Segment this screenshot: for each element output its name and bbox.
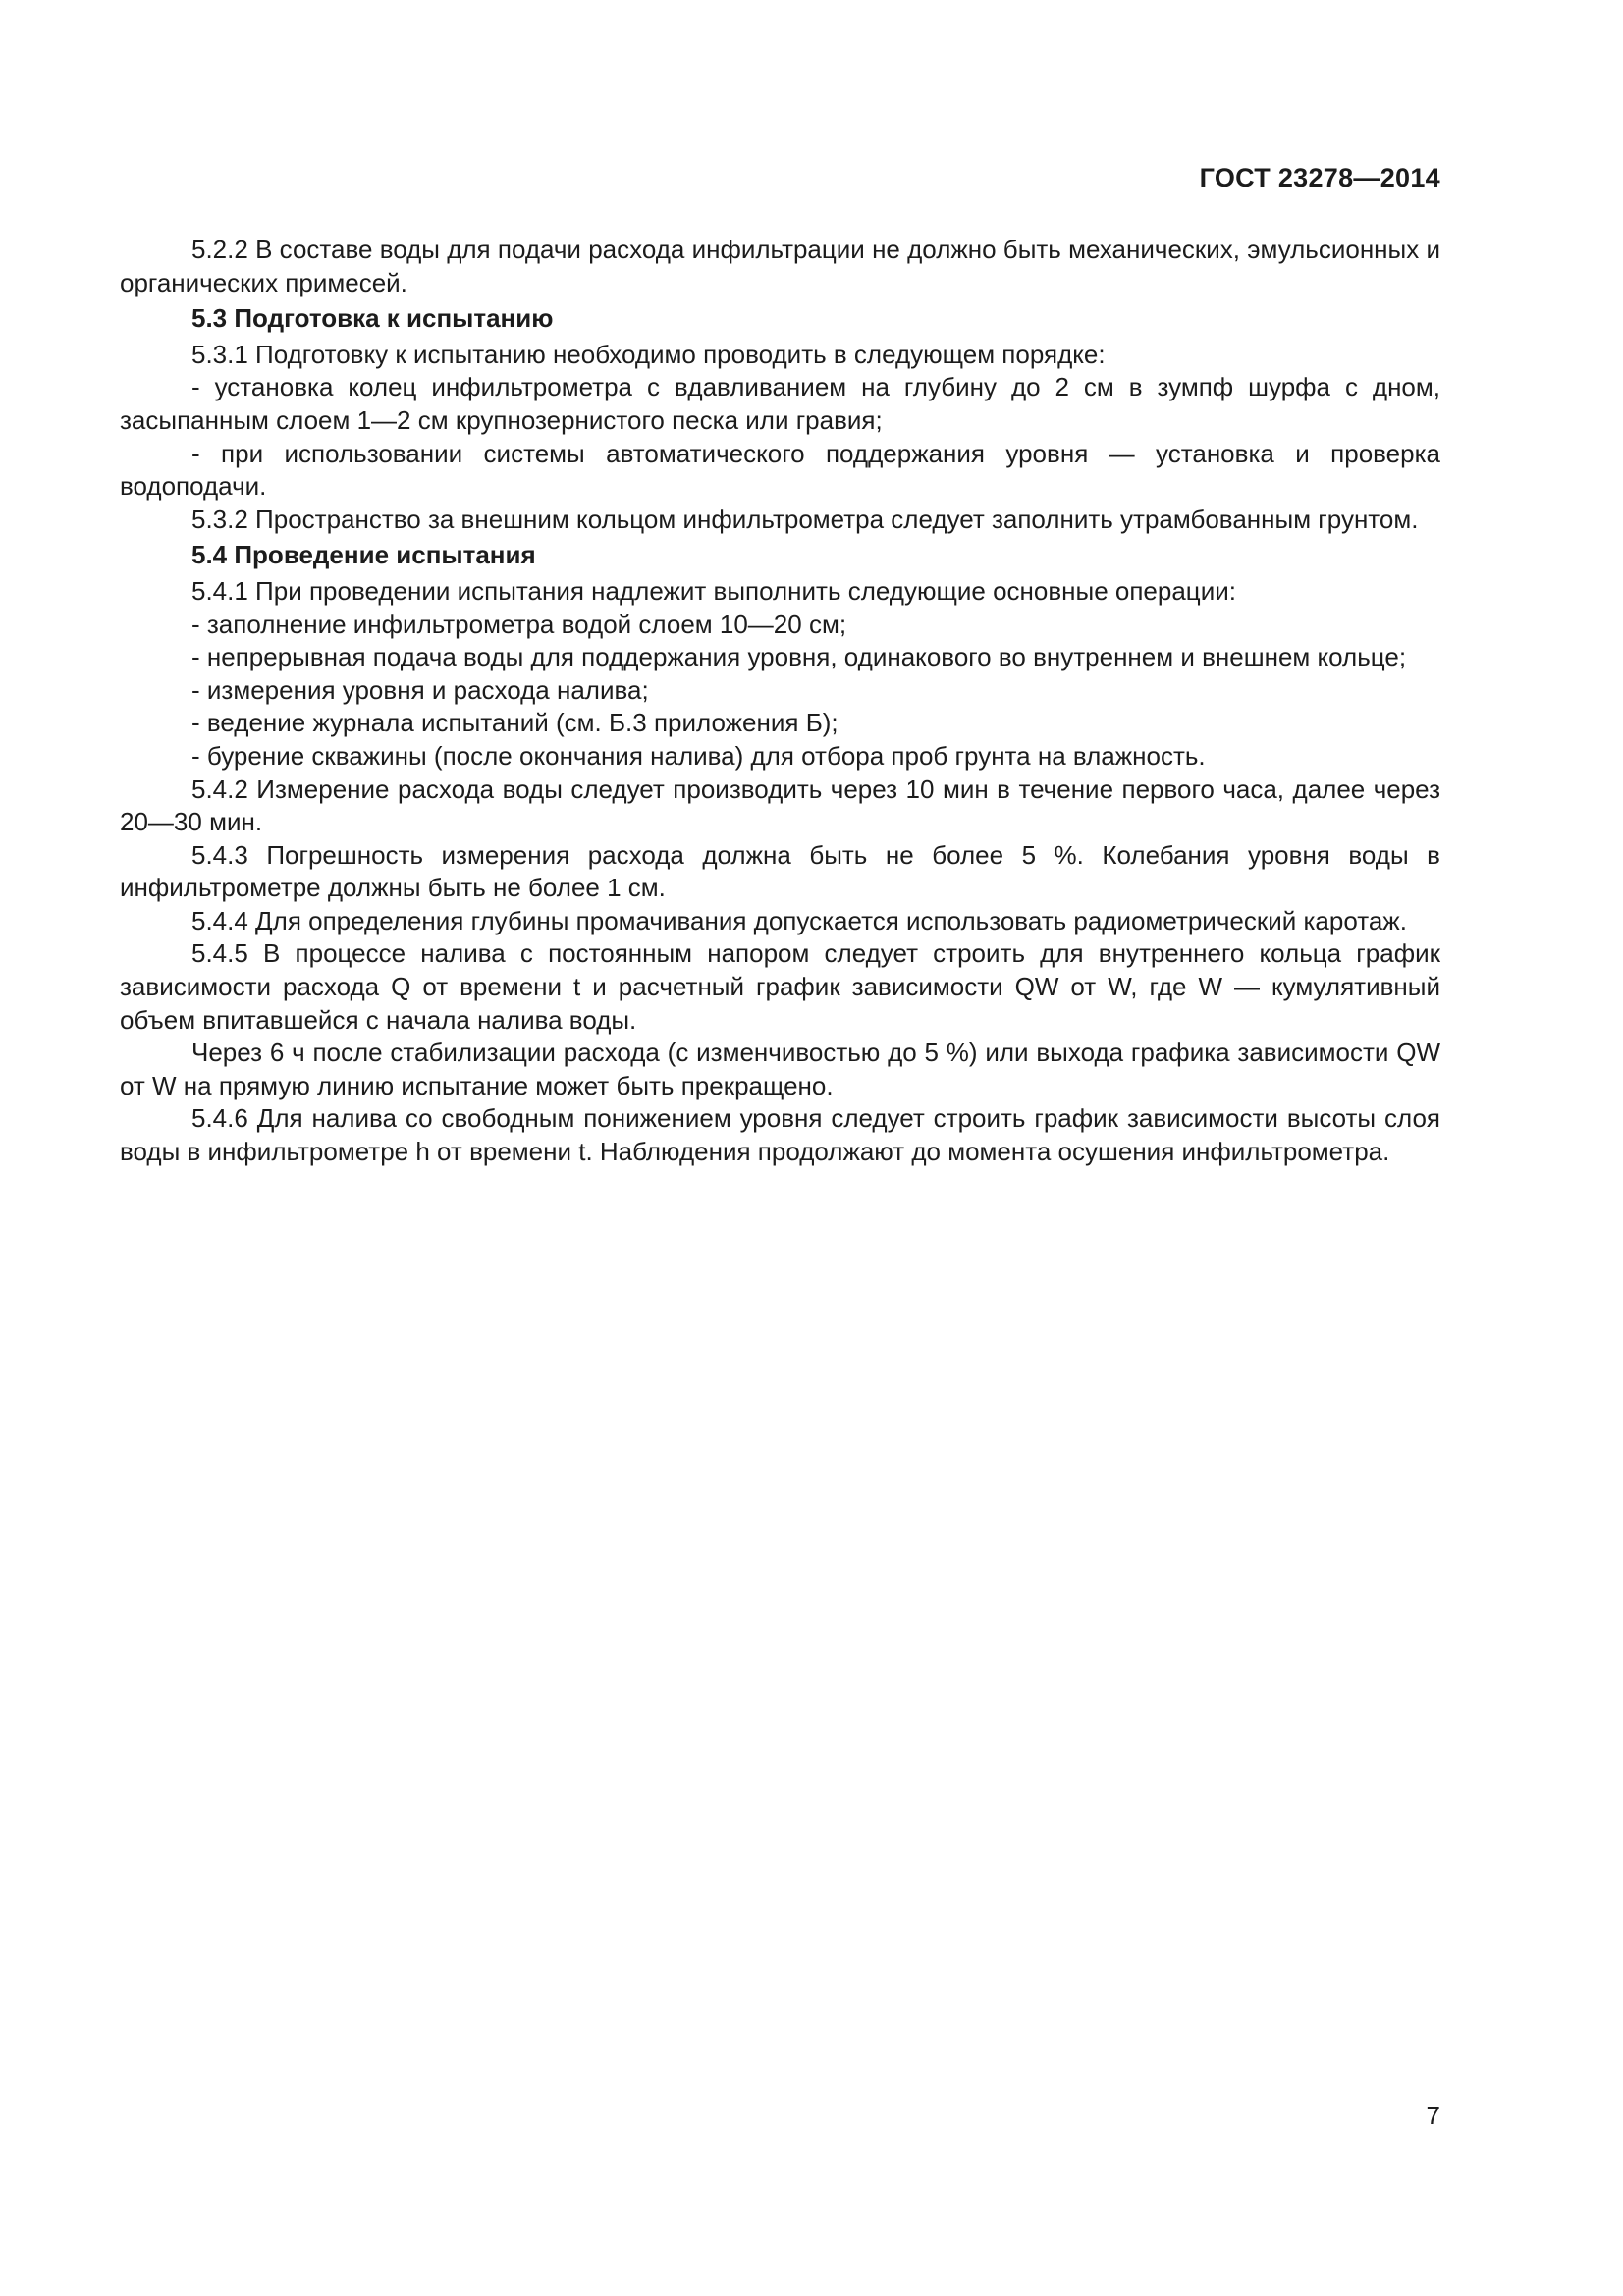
- paragraph-5-3-2: 5.3.2 Пространство за внешним кольцом инфильтрометра следует заполнить утрамбованным грунтом.: [191, 504, 1419, 534]
- section-heading-5-3: 5.3 Подготовка к испытанию: [191, 303, 554, 334]
- page-number: 7: [1426, 2101, 1440, 2130]
- paragraph-5-4-5-continuation: Через 6 ч после стабилизации расхода (с изменчивостью до 5 %) или выхода графика зависимости QW от W на прямую линию испытание может быть прекращено.: [120, 1038, 1440, 1100]
- paragraph-5-4-5: 5.4.5 В процессе налива с постоянным напором следует строить для внутреннего кольца график зависимости расхода Q от времени t и расчетный график зависимости QW от W, где W — кумулятивный объем впитавшейся с начала налива воды.: [120, 938, 1440, 1035]
- list-item: - установка колец инфильтрометра с вдавливанием на глубину до 2 см в зумпф шурфа с дном, засыпанным слоем 1—2 см крупнозернистого песка или гравия;: [120, 372, 1440, 435]
- paragraph-5-4-2: 5.4.2 Измерение расхода воды следует производить через 10 мин в течение первого часа, далее через 20—30 мин.: [120, 774, 1440, 837]
- list-item: - при использовании системы автоматического поддержания уровня — установка и проверка водоподачи.: [120, 438, 1440, 502]
- list-item: - измерения уровня и расхода налива;: [191, 674, 649, 705]
- paragraph-5-4-4: 5.4.4 Для определения глубины промачивания допускается использовать радиометрический каротаж.: [191, 905, 1407, 935]
- section-heading-5-4: 5.4 Проведение испытания: [191, 540, 536, 570]
- list-item: - ведение журнала испытаний (см. Б.3 приложения Б);: [191, 708, 839, 738]
- paragraph-5-4-6: 5.4.6 Для налива со свободным понижением уровня следует строить график зависимости высоты слоя воды в инфильтрометре h от времени t. Наблюдения продолжают до момента осушения инфильтрометра.: [120, 1103, 1440, 1167]
- document-code: ГОСТ 23278—2014: [1199, 163, 1440, 192]
- document-body: [120, 234, 1440, 1169]
- paragraph-5-4-1: 5.4.1 При проведении испытания надлежит выполнить следующие основные операции:: [191, 575, 1236, 606]
- paragraph-5-4-3: 5.4.3 Погрешность измерения расхода должна быть не более 5 %. Колебания уровня воды в инфильтрометре должны быть не более 1 см.: [120, 839, 1440, 903]
- list-item: - заполнение инфильтрометра водой слоем 10—20 см;: [191, 609, 847, 639]
- paragraph-5-2-2: 5.2.2 В составе воды для подачи расхода инфильтрации не должно быть механических, эмульсионных и органических примесей.: [120, 235, 1440, 297]
- paragraph-5-3-1: 5.3.1 Подготовку к испытанию необходимо проводить в следующем порядке:: [191, 339, 1106, 369]
- list-item: - непрерывная подача воды для поддержания уровня, одинакового во внутреннем и внешнем кольце;: [191, 642, 1407, 672]
- list-item: - бурение скважины (после окончания налива) для отбора проб грунта на влажность.: [191, 740, 1206, 771]
